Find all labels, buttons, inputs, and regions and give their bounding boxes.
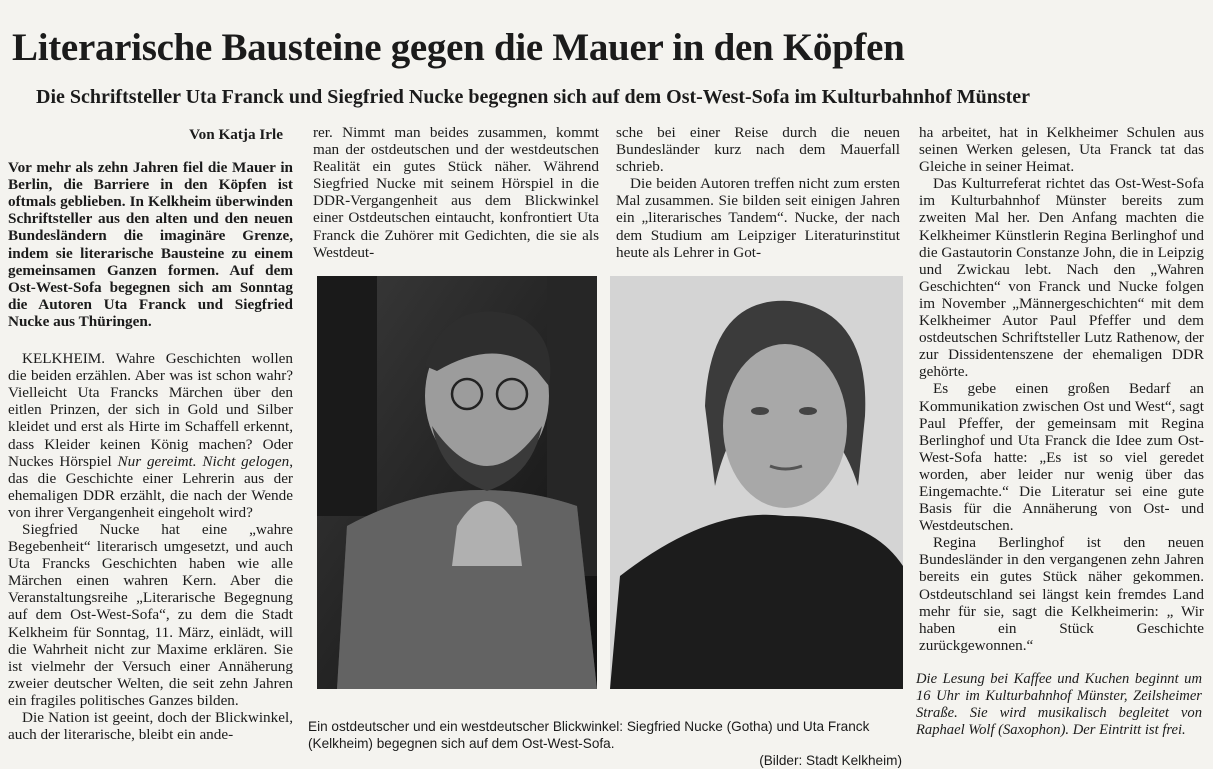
lead-paragraph: Vor mehr als zehn Jahren fiel die Mauer in Berlin, die Barriere in den Köpfen ist oftmals geblieben. In Kelkheim überwinden Schriftsteller aus den alten und den neuen Bundesländern die imaginäre Grenze, indem sie literarische Bausteine zu einem gemeinsamen Ganzen formen. Auf dem Ost-West-Sofa begegnen sich am Sonntag die Autoren Uta Franck und Siegfried Nucke aus Thüringen. bbox=[8, 159, 293, 330]
photo-credit: (Bilder: Stadt Kelkheim) bbox=[759, 753, 902, 768]
photo-siegfried-nucke bbox=[317, 276, 597, 689]
column-1 bbox=[8, 126, 293, 762]
body-paragraph: rer. Nimmt man beides zusammen, kommt man der ostdeutschen und der westdeutschen Realität ein gutes Stück näher. Während Siegfried Nucke mit seinem Hörspiel in die DDR-Vergangenheit aus dem Blickwinkel einer Ostdeutschen eintaucht, konfrontiert Uta Franck die Zuhörer mit Gedichten, die sie als Westdeut- bbox=[313, 124, 599, 261]
photo-caption bbox=[308, 718, 902, 769]
body-paragraph: Es gebe einen großen Bedarf an Kommunikation zwischen Ost und West“, sagt Paul Pfeffer, der gemeinsam mit Regina Berlinghof und Uta Franck die Idee zum Ost-West-Sofa hatte: „Es ist so viel geredet worden, aber leider nur wenig über das Eingemachte.“ Die Literatur sei eine gute Basis für die Annäherung von Ost- und Westdeutschen. bbox=[919, 380, 1204, 535]
body-paragraph: Siegfried Nucke hat eine „wahre Begebenheit“ literarisch umgesetzt, und auch Uta Francks Geschichten haben wie alle Märchen einen wahren Kern. Aber die Veranstaltungsreihe „Literarische Begegnung auf dem Ost-West-Sofa“, zu dem die Stadt Kelkheim für Sonntag, 11. März, einlädt, will die Wahrheit nicht zur Maxime erklären. Sie ist vielmehr der Versuch einer Annäherung zweier deutscher Welten, die seit zehn Jahren ein fragiles politisches Ganzes bilden. bbox=[8, 520, 293, 709]
column-3 bbox=[616, 124, 900, 264]
headline: Literarische Bausteine gegen die Mauer in den Köpfen bbox=[12, 26, 905, 69]
body-paragraph: Das Kulturreferat richtet das Ost-West-Sofa im Kulturbahnhof Münster bereits zum zweiten Mal her. Den Anfang machten die Kelkheimer Künstlerin Regina Berlinghof und die Gastautorin Constanze John, die in Leipzig und Zwickau lebt. Nach den „Wahren Geschichten“ von Franck und Nucke folgen im November „Männergeschichten“ mit dem Kelkheimer Autor Paul Pfeffer und dem ostdeutschen Schriftsteller Lutz Rathenow, der zur Dissidentenszene der ehemaligen DDR gehörte. bbox=[919, 175, 1204, 381]
body-paragraph: KELKHEIM. Wahre Geschichten wollen die beiden erzählen. Aber was ist schon wahr? Vielleicht Uta Francks Märchen über den eitlen Prinzen, der sich in Gold und Silber kleidet und erst als Hirte im Schaffell erkennt, dass Kleider keinen König machen? Oder Nuckes Hörspiel Nur gereimt. Nicht gelogen, das die Geschichte einer Lehrerin aus der ehemaligen DDR erzählt, die nach der Wende von ihrer Vergangenheit eingeholt wird? bbox=[8, 350, 293, 521]
caption-text: Ein ostdeutscher und ein westdeutscher Blickwinkel: Siegfried Nucke (Gotha) und Uta Franck (Kelkheim) begegnen sich auf dem Ost-West-Sofa. bbox=[308, 719, 870, 751]
photo-uta-franck bbox=[610, 276, 903, 689]
subheadline: Die Schriftsteller Uta Franck und Siegfried Nucke begegnen sich auf dem Ost-West-Sofa im Kulturbahnhof Münster bbox=[36, 86, 1031, 108]
radio-play-title: Nur gereimt. Nicht gelogen bbox=[117, 452, 290, 470]
body-paragraph: Regina Berlinghof ist den neuen Bundesländer in den vergangenen zehn Jahren bereits ein gutes Stück näher gekommen. Ostdeutschland sei längst kein fremdes Land mehr für sie, sagt die Kelkheimerin: „ Wir haben ein Stück Geschichte zurückgewonnen.“ bbox=[919, 534, 1204, 654]
body-paragraph: Die Nation ist geeint, doch der Blickwinkel, auch der literarische, bleibt ein ande- bbox=[8, 709, 293, 744]
column-2 bbox=[313, 124, 599, 264]
column-4 bbox=[919, 124, 1204, 664]
byline: Von Katja Irle bbox=[189, 126, 283, 143]
body-paragraph: Die beiden Autoren treffen nicht zum ersten Mal zusammen. Sie bilden seit einigen Jahren ein „literarisches Tandem“. Nucke, der nach dem Studium am Leipziger Literaturinstitut heute als Lehrer in Got- bbox=[616, 175, 900, 261]
event-note: Die Lesung bei Kaffee und Kuchen beginnt um 16 Uhr im Kulturbahnhof Münster, Zeilsheimer Straße. Sie wird musikalisch begleitet von Raphael Wolf (Saxophon). Der Eintritt ist frei. bbox=[916, 671, 1202, 738]
body-paragraph: sche bei einer Reise durch die neuen Bundesländer kurz nach dem Mauerfall schrieb. bbox=[616, 124, 900, 176]
body-paragraph: ha arbeitet, hat in Kelkheimer Schulen aus seinen Werken gelesen, Uta Franck tat das Gleiche in seiner Heimat. bbox=[919, 124, 1204, 176]
